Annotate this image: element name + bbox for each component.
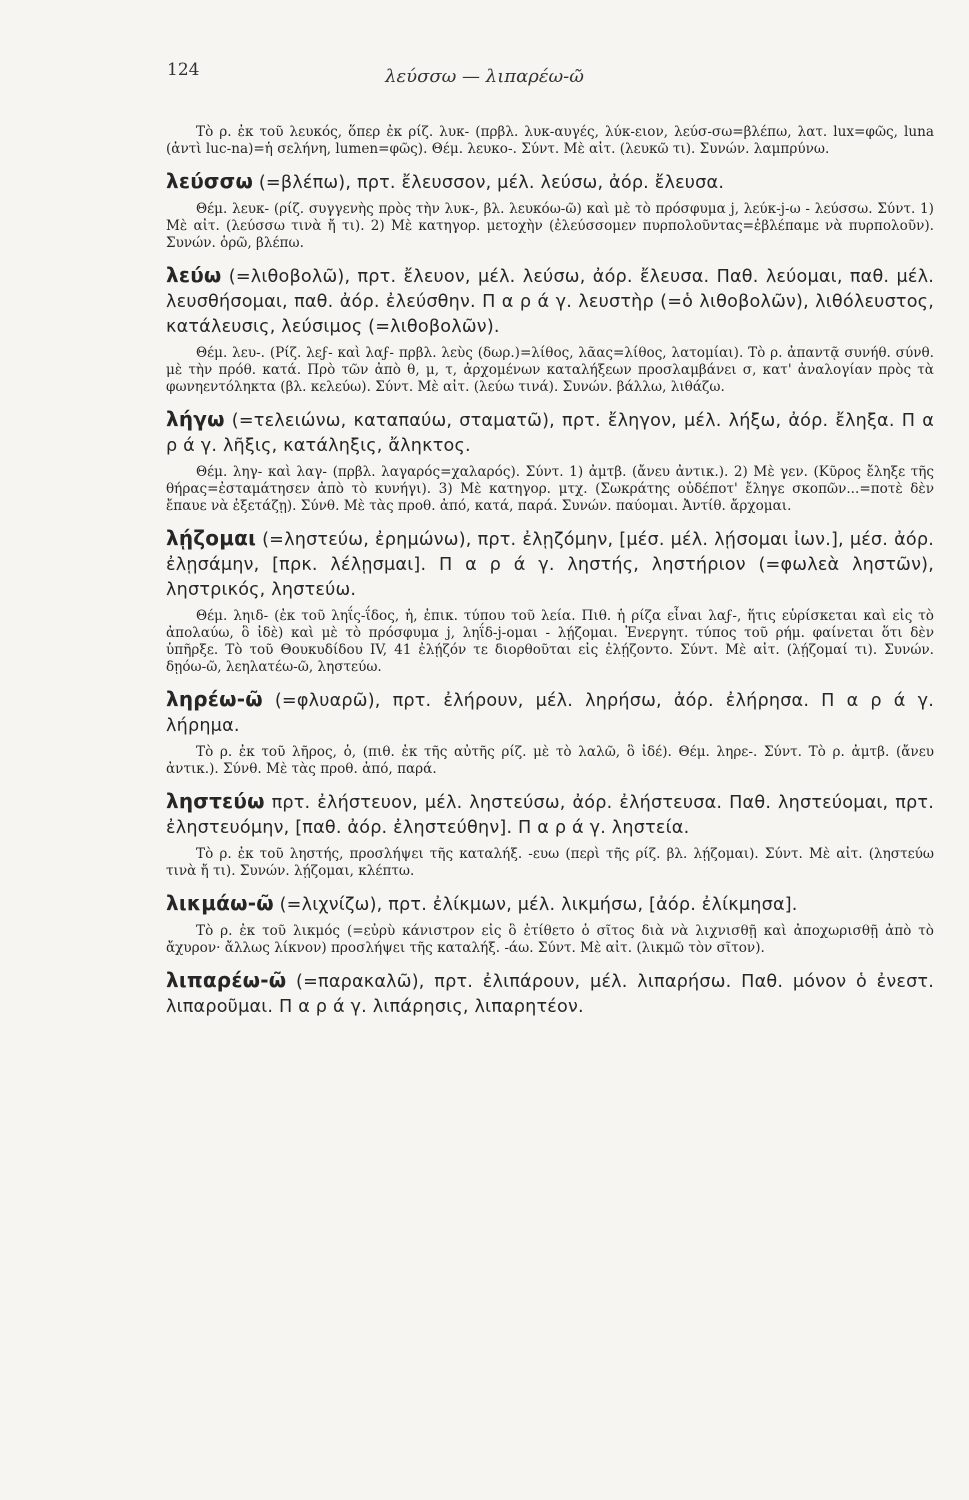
entry-headword-line: λιπαρέω-ῶ (=παρακαλῶ), πρτ. ἐλιπάρουν, μέλ. λιπαρήσω. Παθ. μόνον ὁ ἐνεστ. λιπαροῦμαι. Π α ρ ά γ. λιπάρησις, λιπαρητέον. bbox=[166, 968, 934, 1017]
etymology-note: Τὸ ρ. ἐκ τοῦ λευκός, ὅπερ ἐκ ρίζ. λυκ- (πρβλ. λυκ-αυγές, λύκ-ειον, λεύσ-σω=βλέπω, λατ. lux=φῶς, luna (ἀντὶ luc-na)=ἡ σελήνη, lumen=φῶς). Θέμ. λευκο-. Σύντ. Μὲ αἰτ. (λευκῶ τι). Συνών. λαμπρύνω. bbox=[166, 124, 934, 157]
lemma: λῄζομαι bbox=[166, 526, 257, 550]
entry-headword-line: λικμάω-ῶ (=λιχνίζω), πρτ. ἐλίκμων, μέλ. λικμήσω, [ἀόρ. ἐλίκμησα]. bbox=[166, 891, 798, 915]
entry-headword-line: ληστεύω πρτ. ἐλήστευον, μέλ. ληστεύσω, ἀόρ. ἐλήστευσα. Παθ. ληστεύομαι, πρτ. ἐληστευόμην, [παθ. ἀόρ. ἐληστεύθην]. Π α ρ ά γ. ληστεία. bbox=[166, 789, 934, 838]
entry-headword-line: λήγω (=τελειώνω, καταπαύω, σταματῶ), πρτ. ἔληγον, μέλ. λήξω, ἀόρ. ἔληξα. Π α ρ ά γ. λῆξις, κατάληξις, ἄληκτος. bbox=[166, 407, 934, 456]
etymology-note: Τὸ ρ. ἐκ τοῦ λικμός (=εὐρὺ κάνιστρον εἰς ὃ ἐτίθετο ὁ σῖτος διὰ νὰ λιχνισθῇ καὶ ἀποχωρισθῇ ἀπὸ τὸ ἄχυρον· ἄλλως λίκνον) προσλήψει τῆς καταλήξ. -άω. Σύντ. Μὲ αἰτ. (λικμῶ τὸν σῖτον). bbox=[166, 923, 934, 956]
etymology-note: Θέμ. ληιδ- (ἐκ τοῦ ληΐς-ΐδος, ἡ, ἐπικ. τύπου τοῦ λεία. Πιθ. ἡ ρίζα εἶναι λαϝ-, ἥτις εὑρίσκεται καὶ εἰς τὸ ἀπολαύω, ὃ ἰδὲ) καὶ μὲ τὸ πρόσφυμα j, ληΐδ-j-ομαι - λῄζομαι. Ἐνεργητ. τύπος τοῦ ρήμ. φαίνεται ὅτι δὲν ὑπῆρξε. Τὸ τοῦ Θουκυδίδου IV, 41 ἐλῄζόν τε διορθοῦται εἰς ἐλῄζοντο. Σύντ. Μὲ αἰτ. (λῄζομαί τι). Συνών. δῃόω-ῶ, λεηλατέω-ῶ, ληστεύω. bbox=[166, 608, 934, 675]
lemma: λεύω bbox=[166, 263, 222, 287]
etymology-note: Τὸ ρ. ἐκ τοῦ λῆρος, ὁ, (πιθ. ἐκ τῆς αὐτῆς ρίζ. μὲ τὸ λαλῶ, ὃ ἰδέ). Θέμ. ληρε-. Σύντ. Τὸ ρ. ἀμτβ. (ἄνευ ἀντικ.). Σύνθ. Μὲ τὰς προθ. ἀπό, παρά. bbox=[166, 744, 934, 777]
lemma: λεύσσω bbox=[166, 169, 254, 193]
etymology-note: Θέμ. λευ-. (Ρίζ. λεϝ- καὶ λαϝ- πρβλ. λεὺς (δωρ.)=λίθος, λᾶας=λίθος, λατομίαι). Τὸ ρ. ἀπαντᾷ συνήθ. σύνθ. μὲ τὴν πρόθ. κατά. Πρὸ τῶν ἀπὸ θ, μ, τ, ἀρχομένων καταλήξεων προσλαμβάνει σ, κατ' ἀναλογίαν πρὸς τὰ φωνηεντόληκτα (βλ. κελεύω). Σύντ. Μὲ αἰτ. (λεύω τινά). Συνών. βάλλω, λιθάζω. bbox=[166, 345, 934, 395]
lemma: ληστεύω bbox=[166, 789, 265, 813]
entry-headword-line: λῄζομαι (=ληστεύω, ἐρημώνω), πρτ. ἐλῃζόμην, [μέσ. μέλ. λῄσομαι ἰων.], μέσ. ἀόρ. ἐλῃσάμην, [πρκ. λέλῃσμαι]. Π α ρ ά γ. ληστής, ληστήριον (=φωλεὰ ληστῶν), ληστρικός, ληστεύω. bbox=[166, 526, 934, 600]
etymology-note: Θέμ. ληγ- καὶ λαγ- (πρβλ. λαγαρός=χαλαρός). Σύντ. 1) ἀμτβ. (ἄνευ ἀντικ.). 2) Μὲ γεν. (Κῦρος ἔληξε τῆς θήρας=ἐσταμάτησεν ἀπὸ τὸ κυνήγι). 3) Μὲ κατηγορ. μτχ. (Σωκράτης οὐδέποτ' ἔληγε σκοπῶν...=ποτὲ δὲν ἔπαυε νὰ ἐξετάζῃ). Σύνθ. Μὲ τὰς προθ. ἀπό, κατά, παρά. Συνών. παύομαι. Ἀντίθ. ἄρχομαι. bbox=[166, 464, 934, 514]
running-head: λεύσσω — λιπαρέω-ῶ bbox=[385, 66, 584, 87]
entries-body bbox=[166, 124, 934, 1025]
entry-headword-line: ληρέω-ῶ (=φλυαρῶ), πρτ. ἐλήρουν, μέλ. ληρήσω, ἀόρ. ἐλήρησα. Π α ρ ά γ. λήρημα. bbox=[166, 687, 934, 736]
entry-headword-line: λεύσσω (=βλέπω), πρτ. ἔλευσσον, μέλ. λεύσω, ἀόρ. ἔλευσα. bbox=[166, 169, 725, 193]
page-number: 124 bbox=[167, 60, 200, 80]
entry-headword-line: λεύω (=λιθοβολῶ), πρτ. ἔλευον, μέλ. λεύσω, ἀόρ. ἔλευσα. Παθ. λεύομαι, παθ. μέλ. λευσθήσομαι, παθ. ἀόρ. ἐλεύσθην. Π α ρ ά γ. λευστὴρ (=ὁ λιθοβολῶν), λιθόλευστος, κατάλευσις, λεύσιμος (=λιθοβολῶν). bbox=[166, 263, 934, 337]
lemma: λικμάω-ῶ bbox=[166, 891, 274, 915]
lemma: λήγω bbox=[166, 407, 225, 431]
etymology-note: Τὸ ρ. ἐκ τοῦ ληστής, προσλήψει τῆς καταλήξ. -ευω (περὶ τῆς ρίζ. βλ. λῄζομαι). Σύντ. Μὲ αἰτ. (ληστεύω τινὰ ἤ τι). Συνών. λῄζομαι, κλέπτω. bbox=[166, 846, 934, 879]
lemma: ληρέω-ῶ bbox=[166, 687, 263, 711]
lemma: λιπαρέω-ῶ bbox=[166, 968, 287, 992]
etymology-note: Θέμ. λευκ- (ρίζ. συγγενὴς πρὸς τὴν λυκ-, βλ. λευκόω-ῶ) καὶ μὲ τὸ πρόσφυμα j, λεύκ-j-ω - λεύσσω. Σύντ. 1) Μὲ αἰτ. (λεύσσω τινὰ ἤ τι). 2) Μὲ κατηγορ. μετοχὴν (ἐλεύσσομεν πυρπολοῦντας=ἐβλέπαμε νὰ πυρπολοῦν). Συνών. ὁρῶ, βλέπω. bbox=[166, 201, 934, 251]
